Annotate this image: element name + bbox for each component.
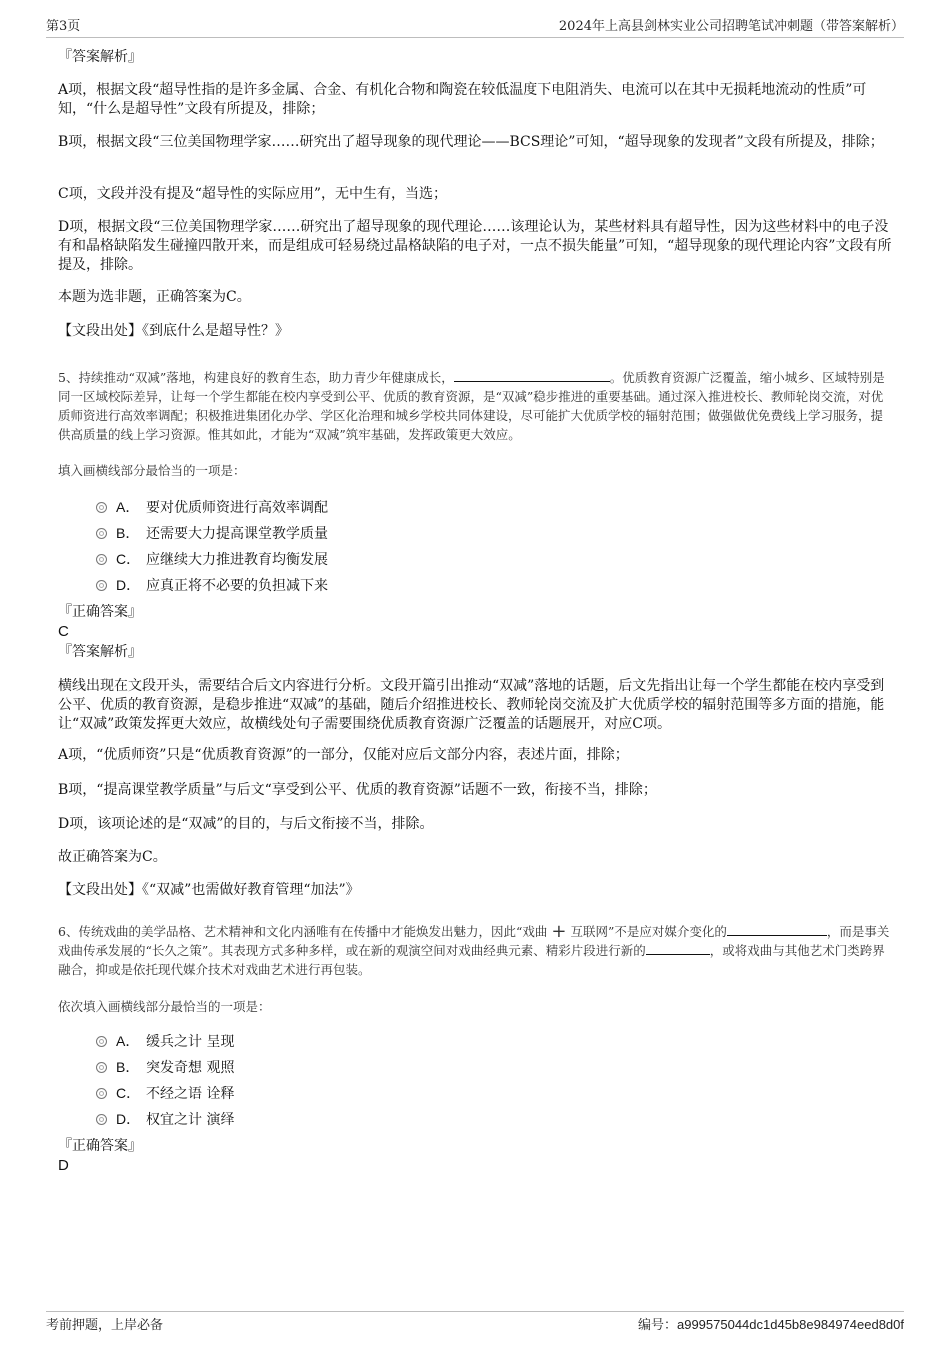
analysis-body: 横线出现在文段开头，需要结合后文内容进行分析。文段开篇引出推动“双减”落地的话题，后文先指出让每一个学生都能在校内享受到公平、优质的教育资源，是稳步推进“双减”的基础，随后介绍推进校长、教师轮岗交流及扩大优质学校的辐射范围等多方面的措施，能让“双减”政策发挥更大效应，故横线处句子需要围绕优质教育资源广泛覆盖的话题展开，对应C项。 bbox=[58, 678, 885, 732]
question-5-stem: 5、持续推动“双减”落地，构建良好的教育生态，助力青少年健康成长， 。优质教育资源广泛覆盖，缩小城乡、区域特别是同一区域校际差异，让每一个学生都能在校内享受到公平、优质的教育资源，是“双减”稳步推进的重要基础。通过深入推进校长、教师轮岗交流，对优质师资进行高效率调配；积极推进集团化办学、学区化治理和城乡学校共同体建设，尽可能扩大优质学校的辐射范围；做强做优免费线上学习服务，提供高质量的线上学习资源。惟其如此，才能为“双减”筑牢基础，发挥政策更大效应。 bbox=[58, 370, 885, 442]
radio-icon[interactable] bbox=[96, 580, 107, 591]
radio-icon[interactable] bbox=[96, 1062, 107, 1073]
option-c[interactable]: C． 不经之语 诠释 bbox=[96, 1080, 234, 1106]
analysis-label: 『答案解析』 bbox=[58, 49, 142, 65]
analysis-option-d: D项，根据文段“三位美国物理学家……研究出了超导现象的现代理论……该理论认为，某些材料具有超导性，因为这些材料中的电子没有和晶格缺陷发生碰撞四散开来，而是组成可轻易绕过晶格缺陷的电子对，一点不损失能量”可知，“超导现象的现代理论内容”文段有所提及，排除。 bbox=[58, 219, 892, 273]
document-title: 2024年上高县剑林实业公司招聘笔试冲刺题（带答案解析） bbox=[558, 19, 904, 34]
fill-blank bbox=[727, 923, 827, 936]
correct-answer: C bbox=[58, 623, 69, 640]
radio-icon[interactable] bbox=[96, 502, 107, 513]
radio-icon[interactable] bbox=[96, 1114, 107, 1125]
analysis-conclusion: 故正确答案为C。 bbox=[58, 849, 167, 865]
footer-slogan: 考前押题，上岸必备 bbox=[46, 1317, 164, 1333]
source-citation: 【文段出处】《到底什么是超导性？》 bbox=[58, 323, 289, 339]
radio-icon[interactable] bbox=[96, 528, 107, 539]
page-footer bbox=[46, 1311, 904, 1334]
radio-icon[interactable] bbox=[96, 1088, 107, 1099]
analysis-option-b: B项，根据文段“三位美国物理学家……研究出了超导现象的现代理论——BCS理论”可知，“超导现象的发现者”文段有所提及，排除； bbox=[58, 134, 884, 150]
analysis-label: 『答案解析』 bbox=[58, 644, 142, 660]
option-c[interactable]: C． 应继续大力推进教育均衡发展 bbox=[96, 546, 328, 572]
analysis-option-a: A项，“优质师资”只是“优质教育资源”的一部分，仅能对应后文部分内容，表述片面，排除； bbox=[58, 747, 629, 763]
analysis-conclusion: 本题为选非题，正确答案为C。 bbox=[58, 289, 251, 305]
correct-answer-label: 『正确答案』 bbox=[58, 1138, 142, 1154]
analysis-option-d: D项，该项论述的是“双减”的目的，与后文衔接不当，排除。 bbox=[58, 816, 434, 832]
fill-blank bbox=[646, 942, 710, 955]
source-citation: 【文段出处】《“双减”也需做好教育管理“加法”》 bbox=[58, 882, 360, 898]
page-header bbox=[46, 12, 904, 38]
fill-blank bbox=[454, 369, 610, 382]
option-d[interactable]: D． 应真正将不必要的负担减下来 bbox=[96, 572, 328, 598]
option-b[interactable]: B． 还需要大力提高课堂教学质量 bbox=[96, 520, 328, 546]
option-a[interactable]: A． 缓兵之计 呈现 bbox=[96, 1028, 234, 1054]
page-number: 第3页 bbox=[46, 19, 81, 34]
question-6-stem: 6、传统戏曲的美学品格、艺术精神和文化内涵唯有在传播中才能焕发出魅力，因此“戏曲 + 互联网”不是应对媒介变化的 ，而是事关戏曲传承发展的“长久之策”。其表现方式多种多样，或在新的观演空间对戏曲经典元素、精彩片段进行新的 ，或将戏曲与其他艺术门类跨界融合，抑或是依托现代媒介技术对戏曲艺术进行再包装。 bbox=[58, 921, 890, 977]
correct-answer: D bbox=[58, 1157, 69, 1174]
question-6-prompt: 依次填入画横线部分最恰当的一项是： bbox=[58, 999, 271, 1014]
document-code: 编号：a999575044dc1d45b8e984974eed8d0f bbox=[637, 1316, 904, 1333]
analysis-option-a: A项，根据文段“超导性指的是许多金属、合金、有机化合物和陶瓷在较低温度下电阻消失、电流可以在其中无损耗地流动的性质”可知，“什么是超导性”文段有所提及，排除； bbox=[58, 82, 867, 117]
radio-icon[interactable] bbox=[96, 554, 107, 565]
option-d[interactable]: D． 权宜之计 演绎 bbox=[96, 1106, 234, 1132]
question-5-options bbox=[96, 494, 328, 598]
option-a[interactable]: A． 要对优质师资进行高效率调配 bbox=[96, 494, 328, 520]
question-5-prompt: 填入画横线部分最恰当的一项是： bbox=[58, 463, 246, 478]
radio-icon[interactable] bbox=[96, 1036, 107, 1047]
option-b[interactable]: B． 突发奇想 观照 bbox=[96, 1054, 234, 1080]
correct-answer-label: 『正确答案』 bbox=[58, 604, 142, 620]
analysis-option-c: C项，文段并没有提及“超导性的实际应用”，无中生有，当选； bbox=[58, 186, 448, 202]
analysis-option-b: B项，“提高课堂教学质量”与后文“享受到公平、优质的教育资源”话题不一致，衔接不当，排除； bbox=[58, 782, 657, 798]
question-6-options bbox=[96, 1028, 234, 1132]
